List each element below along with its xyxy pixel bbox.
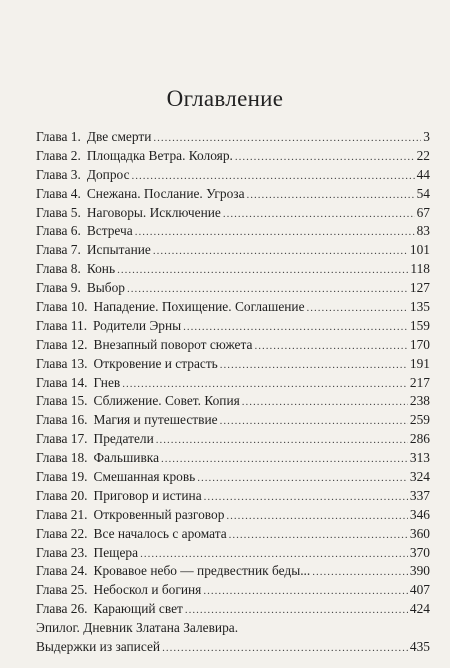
dot-leader — [127, 280, 408, 299]
dot-leader — [140, 545, 408, 564]
chapter-label: Глава 3. — [36, 166, 81, 182]
chapter-label: Глава 2. — [36, 147, 81, 163]
page-number: 435 — [409, 639, 430, 655]
chapter-title: Эпилог. Дневник Златана Залевира. — [36, 620, 239, 636]
chapter-title: Откровение и страсть — [93, 355, 218, 371]
dot-leader — [161, 450, 408, 469]
dot-leader — [122, 375, 408, 394]
chapter-title: Кровавое небо — предвестник беды... — [93, 563, 311, 579]
chapter-title: Смешанная кровь — [93, 469, 196, 485]
dot-leader — [153, 129, 421, 148]
table-of-contents — [36, 128, 430, 657]
dot-leader — [132, 167, 415, 186]
chapter-title: Наговоры. Исключение — [86, 204, 221, 220]
page-number: 3 — [423, 129, 430, 144]
chapter-label: Глава 13. — [36, 355, 88, 371]
toc-entry[interactable] — [36, 581, 430, 600]
toc-entry[interactable] — [36, 638, 430, 657]
toc-entry[interactable] — [36, 166, 430, 185]
dot-leader — [226, 507, 408, 526]
page-number: 135 — [409, 299, 430, 315]
dot-leader — [162, 639, 408, 658]
chapter-label: Глава 7. — [36, 242, 81, 258]
toc-entry[interactable] — [36, 241, 430, 260]
dot-leader — [242, 393, 408, 412]
toc-entry[interactable] — [36, 128, 430, 147]
chapter-label: Глава 4. — [36, 185, 81, 201]
page-number: 22 — [416, 147, 430, 163]
chapter-title: Сближение. Совет. Копия — [93, 393, 240, 409]
chapter-title: Откровенный разговор — [93, 506, 225, 522]
chapter-title: Карающий свет — [93, 601, 183, 617]
page-number: 390 — [409, 563, 430, 579]
toc-entry[interactable] — [36, 600, 430, 619]
dot-leader — [220, 356, 408, 375]
toc-heading: Оглавление — [166, 86, 284, 111]
chapter-label: Глава 20. — [36, 487, 88, 503]
chapter-title: Две смерти — [86, 129, 152, 144]
chapter-title: Встреча — [86, 223, 133, 239]
page-number: 286 — [409, 431, 430, 447]
toc-entry[interactable] — [36, 619, 430, 638]
chapter-title: Внезапный поворот сюжета — [93, 336, 253, 352]
toc-entry[interactable] — [36, 562, 430, 581]
chapter-title: Фальшивка — [93, 450, 160, 466]
page-number: 407 — [409, 582, 430, 598]
chapter-label: Глава 14. — [36, 374, 88, 390]
chapter-label: Глава 1. — [36, 129, 81, 144]
chapter-label: Глава 17. — [36, 431, 88, 447]
chapter-title: Конь — [86, 261, 116, 277]
toc-entry[interactable] — [36, 544, 430, 563]
dot-leader — [312, 563, 408, 582]
dot-leader — [204, 488, 408, 507]
chapter-label: Глава 26. — [36, 601, 88, 617]
dot-leader — [135, 223, 415, 242]
toc-entry[interactable] — [36, 204, 430, 223]
toc-entry[interactable] — [36, 525, 430, 544]
page-number: 67 — [416, 204, 430, 220]
chapter-title: Нападение. Похищение. Соглашение — [93, 299, 305, 315]
chapter-label: Глава 10. — [36, 299, 88, 315]
chapter-title: Испытание — [86, 242, 151, 258]
chapter-label: Глава 21. — [36, 506, 88, 522]
page-number: 54 — [416, 185, 430, 201]
chapter-label: Глава 12. — [36, 336, 88, 352]
dot-leader — [183, 318, 408, 337]
chapter-label: Глава 15. — [36, 393, 88, 409]
chapter-label: Глава 6. — [36, 223, 81, 239]
toc-entry[interactable] — [36, 222, 430, 241]
chapter-title: Небоскол и богиня — [93, 582, 202, 598]
page-number: 238 — [409, 393, 430, 409]
toc-entry[interactable] — [36, 449, 430, 468]
chapter-label: Глава 24. — [36, 563, 88, 579]
chapter-label: Глава 22. — [36, 525, 88, 541]
dot-leader — [197, 469, 408, 488]
toc-entry[interactable] — [36, 355, 430, 374]
toc-entry[interactable] — [36, 430, 430, 449]
chapter-title: Предатели — [93, 431, 154, 447]
toc-entry[interactable] — [36, 411, 430, 430]
chapter-title: Пещера — [93, 544, 139, 560]
chapter-label: Глава 16. — [36, 412, 88, 428]
toc-entry[interactable] — [36, 317, 430, 336]
page-number: 346 — [409, 506, 430, 522]
dot-leader — [254, 337, 407, 356]
dot-leader — [203, 582, 408, 601]
page-number: 424 — [409, 601, 430, 617]
chapter-label: Глава 23. — [36, 544, 88, 560]
dot-leader — [235, 148, 415, 167]
page-number: 313 — [409, 450, 430, 466]
chapter-title: Родители Эрны — [93, 317, 182, 333]
dot-leader — [185, 601, 408, 620]
chapter-title: Приговор и истина — [93, 487, 202, 503]
page-number: 159 — [409, 317, 430, 333]
page-number: 217 — [409, 374, 430, 390]
dot-leader — [220, 412, 408, 431]
toc-entry[interactable] — [36, 298, 430, 317]
dot-leader — [153, 242, 408, 261]
chapter-label: Глава 9. — [36, 280, 81, 296]
page-number: 370 — [409, 544, 430, 560]
chapter-label: Глава 18. — [36, 450, 88, 466]
chapter-title: Все началось с аромата — [93, 525, 227, 541]
dot-leader — [307, 299, 408, 318]
chapter-title: Площадка Ветра. Колояр. — [86, 147, 233, 163]
chapter-label: Глава 8. — [36, 261, 81, 277]
page-number: 360 — [409, 525, 430, 541]
dot-leader — [229, 526, 408, 545]
toc-entry[interactable] — [36, 506, 430, 525]
toc-entry[interactable] — [36, 279, 430, 298]
chapter-title: Допрос — [86, 166, 130, 182]
page-number: 191 — [409, 355, 430, 371]
toc-entry[interactable] — [36, 185, 430, 204]
toc-entry[interactable] — [36, 392, 430, 411]
chapter-title: Гнев — [93, 374, 121, 390]
page-number: 259 — [409, 412, 430, 428]
chapter-title: Выдержки из записей — [36, 639, 161, 655]
page-number: 83 — [416, 223, 430, 239]
toc-entry[interactable] — [36, 260, 430, 279]
dot-leader — [117, 261, 408, 280]
page-number: 170 — [409, 336, 430, 352]
chapter-title: Выбор — [86, 280, 125, 296]
dot-leader — [223, 205, 415, 224]
page-number: 44 — [416, 166, 430, 182]
toc-entry[interactable] — [36, 468, 430, 487]
page-number: 101 — [409, 242, 430, 258]
toc-entry[interactable] — [36, 487, 430, 506]
chapter-label: Глава 5. — [36, 204, 81, 220]
chapter-label: Глава 11. — [36, 317, 88, 333]
toc-entry[interactable] — [36, 336, 430, 355]
chapter-title: Снежана. Послание. Угроза — [86, 185, 245, 201]
dot-leader — [247, 186, 415, 205]
chapter-label: Глава 19. — [36, 469, 88, 485]
page-number: 337 — [409, 487, 430, 503]
chapter-title: Магия и путешествие — [93, 412, 218, 428]
page-number: 127 — [409, 280, 430, 296]
toc-entry[interactable] — [36, 147, 430, 166]
dot-leader — [156, 431, 408, 450]
chapter-label: Глава 25. — [36, 582, 88, 598]
toc-entry[interactable] — [36, 374, 430, 393]
page-number: 324 — [409, 469, 430, 485]
page-number: 118 — [410, 261, 430, 277]
